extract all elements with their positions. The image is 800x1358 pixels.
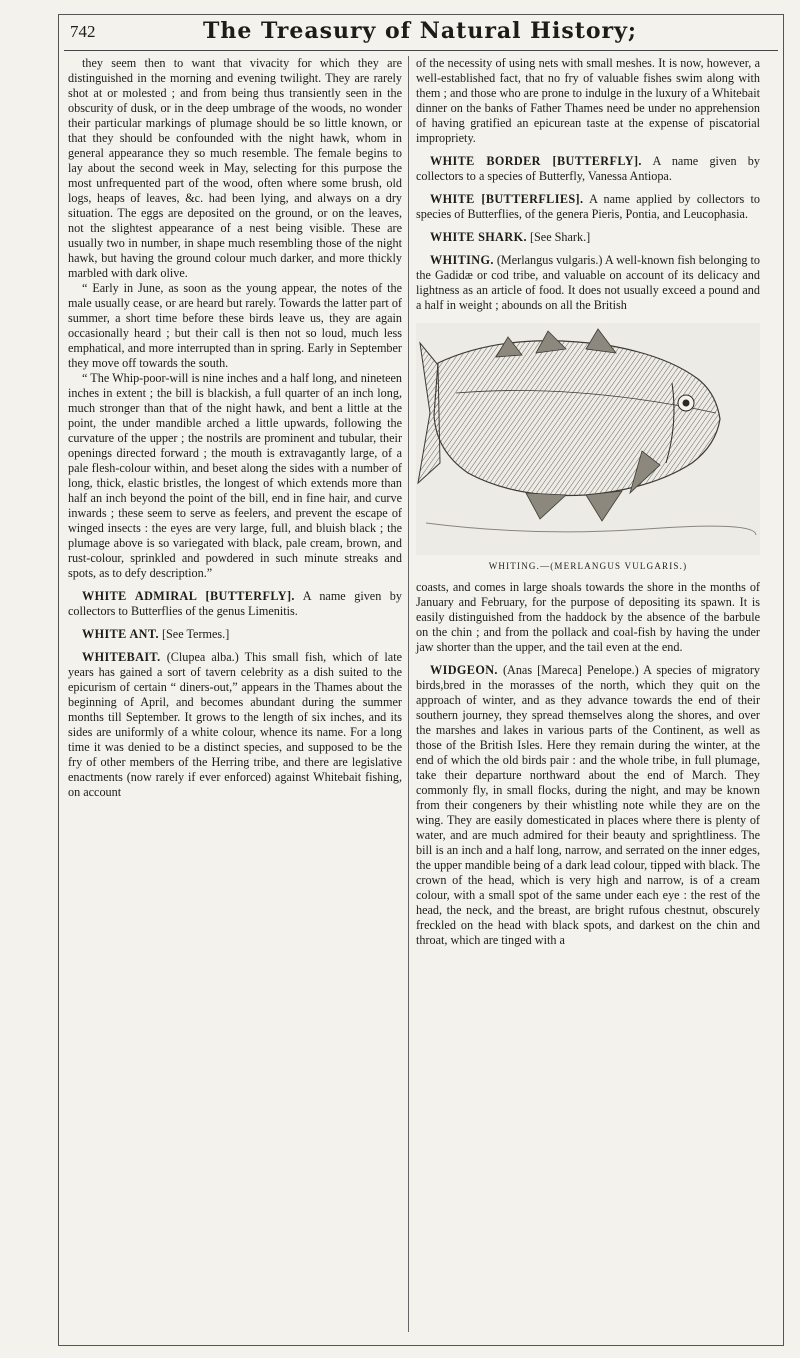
entry-body: [See Termes.] [158,627,230,641]
entry-heading: WHITE ANT. [82,627,159,641]
entry-heading: WHITE ADMIRAL [BUTTERFLY]. [82,589,295,603]
whiting-engraving [416,323,760,555]
paragraph: they seem then to want that vivacity for which they are distinguished in the morning and evening twilight. They are rarely shot at or molested ; and from being thus transiently seen in the obscurity of dusk, or in the deep umbrage of the woods, no wonder their particular markings of plumage should be so little known, or that they should be confounded with the night hawk, whom in general appearance they so much resemble. The female begins to lay about the second week in May, selecting for this purpose the most unfrequented part of the wood, often where some brush, old logs, heaps of leaves, &c. had been lying, and always on a dry situation. The eggs are deposited on the ground, or on the leaves, not the slightest appearance of a nest being visible. These are usually two in number, in shape much resembling those of the night hawk, but having the ground colour much darker, and more thickly marbled with dark olive. [68,56,402,280]
paragraph: coasts, and comes in large shoals towards the shore in the months of January and February, for the purpose of depositing its spawn. It is easily distinguished from the haddock by the absence of the barbule on the chin ; and from the pollack and coal-fish by having the under jaw shorter than the upper, and the tail even at the end. [416,580,760,654]
entry-heading: WHITEBAIT. [82,650,161,664]
entry-widgeon [416,663,760,948]
entry-body: (Anas [Mareca] Penelope.) A species of migratory birds,bred in the morasses of the north, which they quit on the approach of winter, and as they advance towards the end of their southern journey, they spread themselves along the shores, and over the marshes and lakes in various parts of the Continent, as well as those of the British Isles. Here they remain during the winter, at the end of which the old birds pair : and the whole tribe, in full plumage, take their departure northward about the end of March. They commonly fly, in small flocks, during the night, and may be known from their congeners by their whistling note while they are on the wing. They are easily domesticated in places where there is plenty of water, and are much admired for their beauty and sprightliness. The bill is an inch and a half long, narrow, and serrated on the inner edges, the upper mandible being of a dark lead colour, tipped with black. The crown of the head, which is very high and narrow, is of a cream colour, with a small spot of the same under each eye : the rest of the head, the neck, and the breast, are bright rufous chestnut, obscurely freckled on the head with black spots, and darkest on the chin and throat, which are tinged with a [416,663,760,947]
entry-white-admiral [68,589,402,619]
entry-white-border [416,154,760,184]
entry-white-butterflies [416,192,760,222]
entry-white-shark [416,230,760,245]
entry-whitebait [68,650,402,800]
entry-heading: WHITE BORDER [BUTTERFLY]. [430,154,642,168]
entry-heading: WHITE SHARK. [430,230,527,244]
running-title: The Treasury of Natural History; [202,18,638,44]
paragraph: “ Early in June, as soon as the young appear, the notes of the male usually cease, or are heard but rarely. Towards the latter part of summer, a short time before these birds leave us, they are again occasionally heard ; but their call is then not so loud, much less emphatical, and more interrupted than in spring. Early in September they move off towards the south. [68,281,402,370]
entry-body: (Clupea alba.) This small fish, which of late years has gained a sort of tavern celebrity as a dish suited to the epicurism of certain “ diners-out,” appears in the Thames about the beginning of April, and becomes abundant during the summer months till September. It grows to the length of six inches, and its sides are uniformly of a white colour, whence its name. For a long time it was denied to be a distinct species, and supposed to be the fry of other members of the Herring tribe, and there are legislative enactments (now rarely if ever enforced) against Whitebait fishing, on account [68,650,402,799]
fish-pupil [683,400,690,407]
entry-body: A name applied by collectors to species of Butterflies, of the genera Pieris, Pontia, and Leucophasia. [416,192,760,221]
header-rule [64,50,778,51]
entry-body: A name given by collectors to a species of Butterfly, Vanessa Antiopa. [416,154,760,183]
entry-body: A name given by collectors to Butterflies of the genus Limenitis. [68,589,402,618]
page-header [64,18,776,46]
page-number: 742 [70,22,96,41]
right-column [416,56,760,948]
paragraph: of the necessity of using nets with small meshes. It is now, however, a well-established fact, that no fry of valuable fishes swim along with them ; and those who are prone to indulge in the luxury of a Whitebait dinner on the banks of Father Thames need be under no apprehension of having gratified an epicurean taste at the expense of piscatorial impropriety. [416,56,760,145]
entry-heading: WHITING. [430,253,494,267]
paragraph: “ The Whip-poor-will is nine inches and a half long, and nineteen inches in extent ; the bill is blackish, a full quarter of an inch long, much stronger than that of the night hawk, and bent a little at the point, the under mandible arched a little upwards, following the curvature of the upper ; the nostrils are prominent and tubular, their openings directed forward ; the mouth is extravagantly large, of a pale flesh-colour within, and beset along the sides with a number of long, thick, elastic bristles, the longest of which extends more than half an inch beyond the point of the bill, end in fine hair, and curve inwards ; these seem to serve as feelers, and prevent the escape of winged insects : the eyes are very large, full, and bluish black ; the plumage above is so variegated with black, pale cream, brown, and rust-colour, sprinkled and powdered in such minute streaks and spots, as to defy description.” [68,371,402,580]
whiting-illustration [416,323,760,555]
entry-heading: WIDGEON. [430,663,498,677]
figure-caption: WHITING.—(MERLANGUS VULGARIS.) [488,561,688,571]
entry-white-ant [68,627,402,642]
entry-body: (Merlangus vulgaris.) A well-known fish belonging to the Gadidæ or cod tribe, and valuable on account of its delicacy and lightness as an article of food. It does not usually exceed a pound and a half in weight ; abounds on all the British [416,253,760,312]
entry-body: [See Shark.] [526,230,591,244]
column-divider [408,56,409,1332]
entry-whiting [416,253,760,313]
entry-heading: WHITE [BUTTERFLIES]. [430,192,584,206]
left-column [68,56,402,800]
